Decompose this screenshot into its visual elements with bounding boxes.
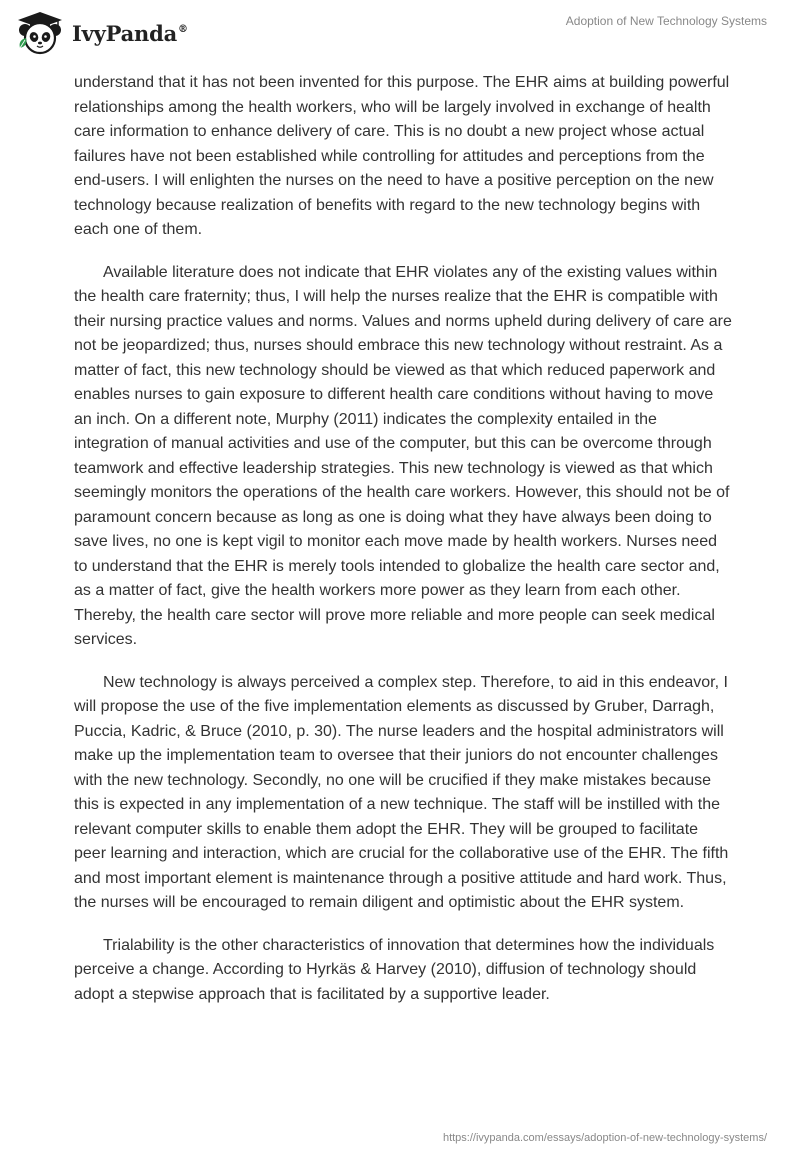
paragraph-2: Available literature does not indicate that EHR violates any of the existing values within the health care fraternity; thus, I will help the nurses realize that the EHR is compatible with their nursing practice values and norms. Values and norms upheld during delivery of care are not be jeopardized; thus, nurses should embrace this new technology without restraint. As a matter of fact, this new technology should be viewed as that which reduced paperwork and enables nurses to gain exposure to different health care conditions without having to move an inch. On a different note, Murphy (2011) indicates the complexity entailed in the integration of manual activities and use of the computer, but this can be overcome through teamwork and effective leadership strategies. This new technology is viewed as that which seemingly monitors the operations of the health care workers. However, this should not be of paramount concern because as long as one is doing what they have always been doing to save lives, no one is kept vigil to monitor each move made by health workers. Nurses need to understand that the EHR is merely tools intended to globalize the health care sector and, as a matter of fact, give the health workers more power as they learn from each other. Thereby, the health care sector will prove more reliable and more people can seek medical services. bbox=[74, 263, 732, 648]
paragraph-1: understand that it has not been invented for this purpose. The EHR aims at building powerful relationships among the health workers, who will be largely involved in exchange of health care information to enhance delivery of care. This is no doubt a new project whose actual failures have not been established while controlling for attitudes and perceptions from the end-users. I will enlighten the nurses on the need to have a positive perception on the new technology because realization of benefits with regard to the new technology begins with each one of them. bbox=[74, 74, 730, 238]
ivypanda-logo[interactable] bbox=[14, 10, 188, 56]
panda-graduate-icon bbox=[14, 10, 66, 56]
registered-mark: ® bbox=[178, 23, 188, 35]
essay-body bbox=[74, 71, 734, 1025]
page-header bbox=[0, 0, 800, 70]
source-url[interactable]: https://ivypanda.com/essays/adoption-of-new-technology-systems/ bbox=[442, 1132, 767, 1144]
paragraph-3: New technology is always perceived a complex step. Therefore, to aid in this endeavor, I will propose the use of the five implementation elements as discussed by Gruber, Darragh, Puccia, Kadric, & Bruce (2010, p. 30). The nurse leaders and the hospital administrators will make up the implementation team to oversee that their juniors do not encounter challenges with the new technology. Secondly, no one will be crucified if they make mistakes because this is expected in any implementation of a new technique. The staff will be instilled with the relevant computer skills to enable them adopt the EHR. They will be grouped to facilitate peer learning and interaction, which are crucial for the collaborative use of the EHR. The fifth and most important element is maintenance through a positive attitude and hard work. Thus, the nurses will be encouraged to remain diligent and optimistic about the EHR system. bbox=[74, 673, 729, 911]
brand-name: IvyPanda® bbox=[72, 20, 188, 46]
paragraph-4: Trialability is the other characteristics of innovation that determines how the individuals perceive a change. According to Hyrkäs & Harvey (2010), diffusion of technology should adopt a stepwise approach that is facilitated by a supportive leader. bbox=[74, 936, 715, 1003]
document-title: Adoption of New Technology Systems bbox=[565, 14, 767, 28]
